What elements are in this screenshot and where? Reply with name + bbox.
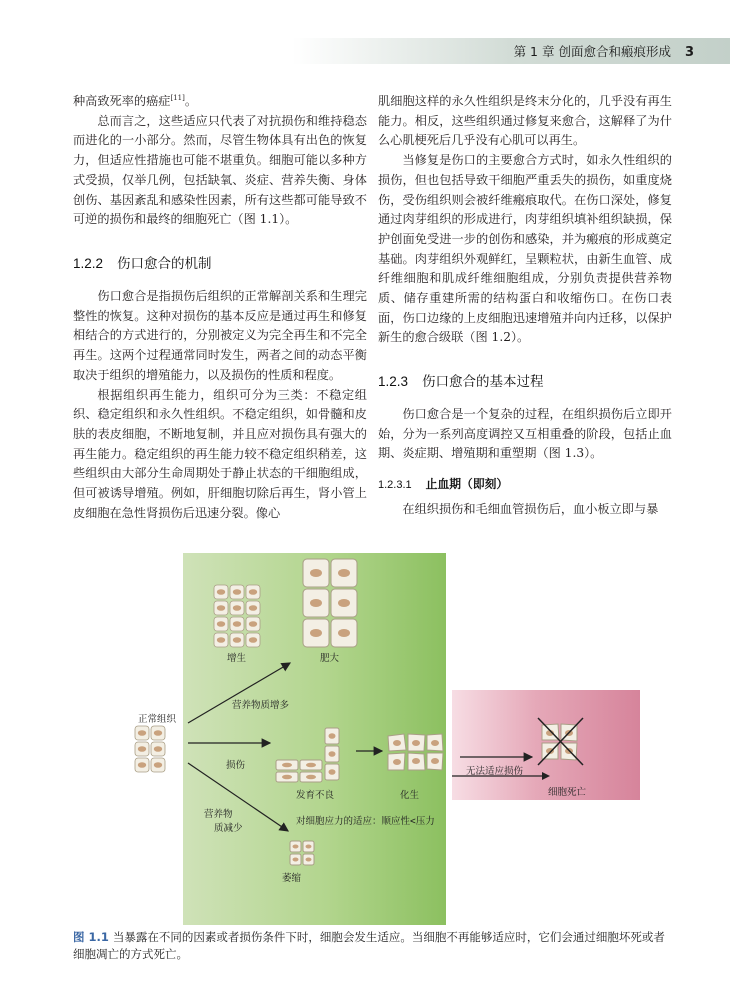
right-column-2 [378, 405, 672, 464]
label-normal: 正常组织 [138, 714, 177, 725]
label-metaplasia: 化生 [400, 790, 420, 801]
label-hyperplasia: 增生 [227, 653, 247, 664]
label-cannot-adapt: 无法适应损伤 [466, 766, 524, 777]
dysplasia-cells [276, 728, 339, 782]
atrophy-cells [290, 841, 314, 865]
paragraph: 根据组织再生能力，组织可分为三类：不稳定组织、稳定组织和永久性组织。不稳定组织，如骨髓和皮肤的表皮细胞，不断地复制，并且应对损伤具有强大的再生能力。稳定组织的再生能力较不稳定组织稍差，这些组织由大部分生命周期处于静止状态的干细胞组成，但可被诱导增殖。例如，肝细胞切除后再生，肾小管上皮细胞在急性肾损伤后迅速分裂。像心 [73, 387, 367, 520]
paragraph: 当修复是伤口的主要愈合方式时，如永久性组织的损伤，但也包括导致干细胞严重丢失的损伤，如重度烧伤，受伤组织则会被纤维瘢痕取代。在伤口深处，修复通过肉芽组织的形成进行，肉芽组织填补组织缺损，保护创面免受进一步的创伤和感染，并为瘢痕的形成奠定基础。肉芽组织外观鲜红，呈颗粒状，由新生血管、成纤维细胞和肌成纤维细胞组成，分别负责提供营养物质、储存重建所需的结构蛋白和收缩伤口。在伤口表面，伤口边缘的上皮细胞迅速增殖并向内迁移，以保护新生的愈合级联（图 1.2）。 [378, 153, 672, 345]
figure-caption [73, 929, 673, 963]
right-column-3 [378, 500, 672, 520]
normal-tissue-cells [135, 726, 165, 772]
chapter-title: 第 1 章 创面愈合和瘢痕形成 [513, 44, 671, 59]
label-nutrients: 营养物 [204, 809, 233, 820]
section-heading: 1.2.2 伤口愈合的机制 [73, 256, 212, 272]
paragraph: 伤口愈合是一个复杂的过程，在组织损伤后立即开始，分为一系列高度调控又互相重叠的阶段，包括止血期、炎症期、增殖期和重塑期（图 1.3）。 [378, 407, 672, 461]
hypertrophy-cells [303, 559, 357, 647]
paragraph: 种高致死率的癌症[11]。 [73, 93, 198, 108]
figure-number: 图 1.1 [73, 930, 109, 944]
label-hypertrophy: 肥大 [320, 653, 340, 664]
paragraph: 伤口愈合是指损伤后组织的正常解剖关系和生理完整性的恢复。这种对损伤的基本反应是通过再生和修复相结合的方式进行的，分别被定义为完全再生和不完全再生。这两个过程通常同时发生，两者之间的动态平衡取决于组织的增殖能力，以及损伤的性质和程度。 [73, 289, 367, 382]
arrows [188, 663, 532, 831]
label-dysplasia: 发育不良 [296, 790, 335, 801]
running-header [514, 42, 694, 60]
left-column [73, 92, 367, 230]
label-cell-death: 细胞死亡 [548, 787, 587, 798]
label-increased-nutrients: 营养物质增多 [232, 700, 290, 711]
right-column [378, 92, 672, 348]
left-column-2 [73, 287, 367, 523]
subsection-heading: 1.2.3.1 止血期（即刻） [378, 477, 509, 491]
cannot-adapt-arrow [452, 752, 552, 782]
label-atrophy: 萎缩 [282, 873, 302, 884]
paragraph: 在组织损伤和毛细血管损伤后，血小板立即与暴 [402, 502, 659, 516]
caption-text: 当暴露在不同的因素或者损伤条件下时，细胞会发生适应。当细胞不再能够适应时，它们会通过细胞坏死或者细胞凋亡的方式死亡。 [73, 930, 665, 961]
hyperplasia-cells [214, 585, 260, 647]
reference: [11] [170, 93, 185, 102]
figure-1-1-diagram [120, 553, 640, 925]
metaplasia-cells [388, 734, 443, 770]
page-number: 3 [684, 45, 694, 60]
paragraph: 总而言之，这些适应只代表了对抗损伤和维持稳态而进化的一小部分。然而，尽管生物体具有出色的恢复力，但适应性措施也可能不堪重负。细胞可能以多种方式受损，仅举几例，包括缺氧、炎症、营养失衡、身体创伤、基因紊乱和感染性因素，所有这些都可能导致不可逆的损伤和最终的细胞死亡（图 1.1）。 [73, 113, 367, 227]
section-heading: 1.2.3 伤口愈合的基本过程 [378, 374, 544, 390]
label-decreased: 质减少 [214, 823, 243, 834]
label-injury: 损伤 [226, 760, 246, 771]
paragraph: 肌细胞这样的永久性组织是终末分化的，几乎没有再生能力。相反，这些组织通过修复来愈合，这解释了为什么心肌梗死后几乎没有心肌可以再生。 [378, 94, 672, 148]
label-stress-adaptation: 对细胞应力的适应：顺应性<压力 [296, 816, 435, 827]
